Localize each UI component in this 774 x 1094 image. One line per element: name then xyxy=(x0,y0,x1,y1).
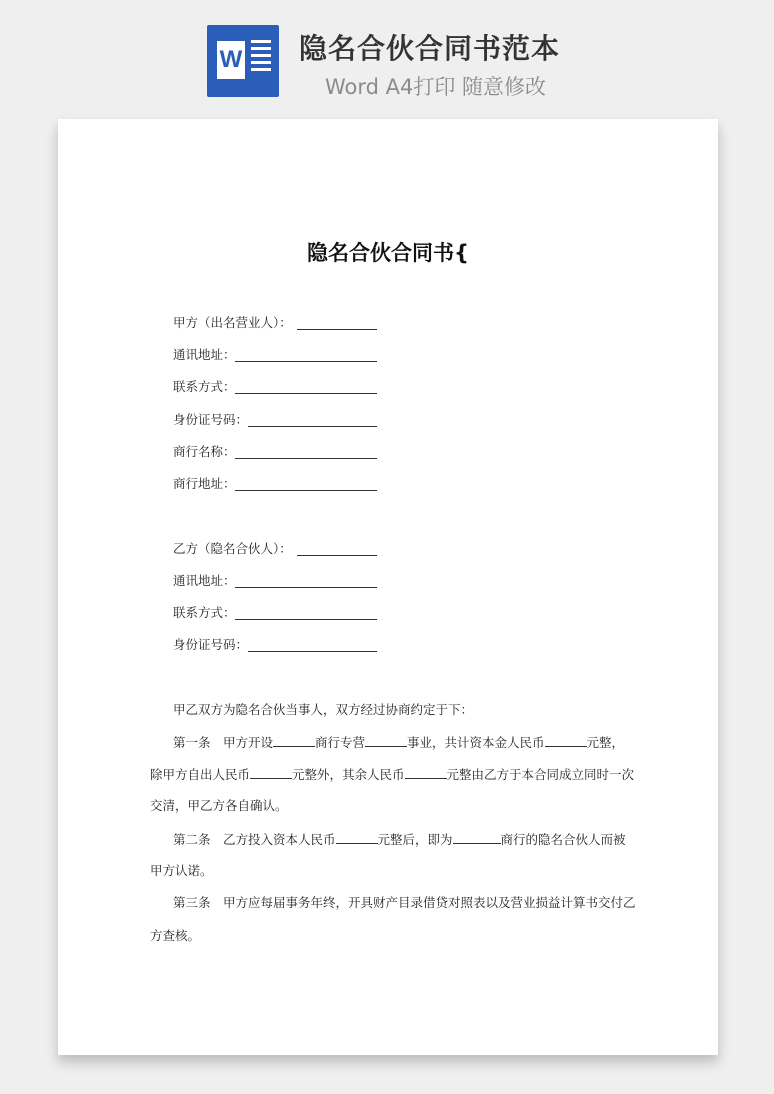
clause-1-line-3: 交清，甲乙方各自确认。 xyxy=(150,798,288,813)
field-shop-address xyxy=(173,475,236,493)
blank-line xyxy=(235,490,377,491)
field-label: 商行地址： xyxy=(173,476,236,491)
blank-line xyxy=(248,651,377,652)
field-party-b-contact xyxy=(173,604,236,622)
clause-text: 第一条 甲方开设 xyxy=(173,735,274,750)
blank-line xyxy=(545,733,587,747)
banner-title: 隐名合伙合同书范本 xyxy=(299,32,561,65)
clause-text: 第二条 乙方投入资本人民币 xyxy=(173,832,336,847)
field-label: 乙方（隐名合伙人）： xyxy=(173,541,292,556)
field-shop-name xyxy=(173,443,236,461)
blank-line xyxy=(297,555,377,556)
clause-2-line-1 xyxy=(173,830,626,849)
field-party-a-contact xyxy=(173,378,236,396)
clause-text: 元整由乙方于本合同成立同时一次 xyxy=(446,767,635,782)
field-label: 商行名称： xyxy=(173,444,236,459)
blank-line xyxy=(248,426,377,427)
document-title: 隐名合伙合同书{ xyxy=(307,241,469,265)
clause-text: 事业，共计资本金人民币 xyxy=(407,735,545,750)
blank-line xyxy=(235,393,377,394)
blank-line xyxy=(297,329,377,330)
clause-3-line-2: 方查核。 xyxy=(150,928,201,943)
clause-1-line-2 xyxy=(150,765,634,784)
blank-line xyxy=(235,619,377,620)
field-party-b-address xyxy=(173,572,236,590)
field-party-a-id xyxy=(173,411,248,429)
blank-line xyxy=(235,587,377,588)
field-label: 身份证号码： xyxy=(173,637,249,652)
clause-text: 除甲方自出人民币 xyxy=(150,767,251,782)
field-label: 身份证号码： xyxy=(173,412,249,427)
watermark xyxy=(563,445,660,526)
blank-line xyxy=(336,830,378,844)
blank-line xyxy=(235,361,377,362)
field-label: 通讯地址： xyxy=(173,573,236,588)
field-party-a xyxy=(173,314,292,332)
clause-1-line-1 xyxy=(173,733,624,752)
clause-text: 商行专营 xyxy=(315,735,366,750)
field-label: 甲方（出名营业人）： xyxy=(173,315,292,330)
blank-line xyxy=(405,765,447,779)
field-label: 联系方式： xyxy=(173,605,236,620)
watermark xyxy=(50,908,147,989)
field-party-b xyxy=(173,540,292,558)
blank-line xyxy=(250,765,292,779)
banner-subtitle: Word A4打印 随意修改 xyxy=(325,75,547,99)
document-page xyxy=(58,119,718,1055)
clause-2-line-2: 甲方认诺。 xyxy=(150,863,213,878)
blank-line xyxy=(365,733,407,747)
field-label: 通讯地址： xyxy=(173,347,236,362)
word-document-icon xyxy=(207,25,279,97)
blank-line xyxy=(235,458,377,459)
intro-paragraph: 甲乙双方为隐名合伙当事人，双方经过协商约定于下： xyxy=(173,702,474,717)
field-party-b-id xyxy=(173,636,248,654)
blank-line xyxy=(453,830,501,844)
clause-3-line-1: 第三条 甲方应每届事务年终，开具财产目录借贷对照表以及营业损益计算书交付乙 xyxy=(173,895,636,910)
field-party-a-address xyxy=(173,346,236,364)
blank-line xyxy=(273,733,315,747)
word-icon-letter: W xyxy=(217,41,245,79)
banner-header xyxy=(0,0,774,118)
clause-text: 元整， xyxy=(586,735,625,750)
field-label: 联系方式： xyxy=(173,379,236,394)
clause-text: 商行的隐名合伙人而被 xyxy=(500,832,626,847)
word-icon-lines xyxy=(251,40,271,75)
clause-text: 元整后，即为 xyxy=(377,832,453,847)
clause-text: 元整外，其余人民币 xyxy=(292,767,405,782)
